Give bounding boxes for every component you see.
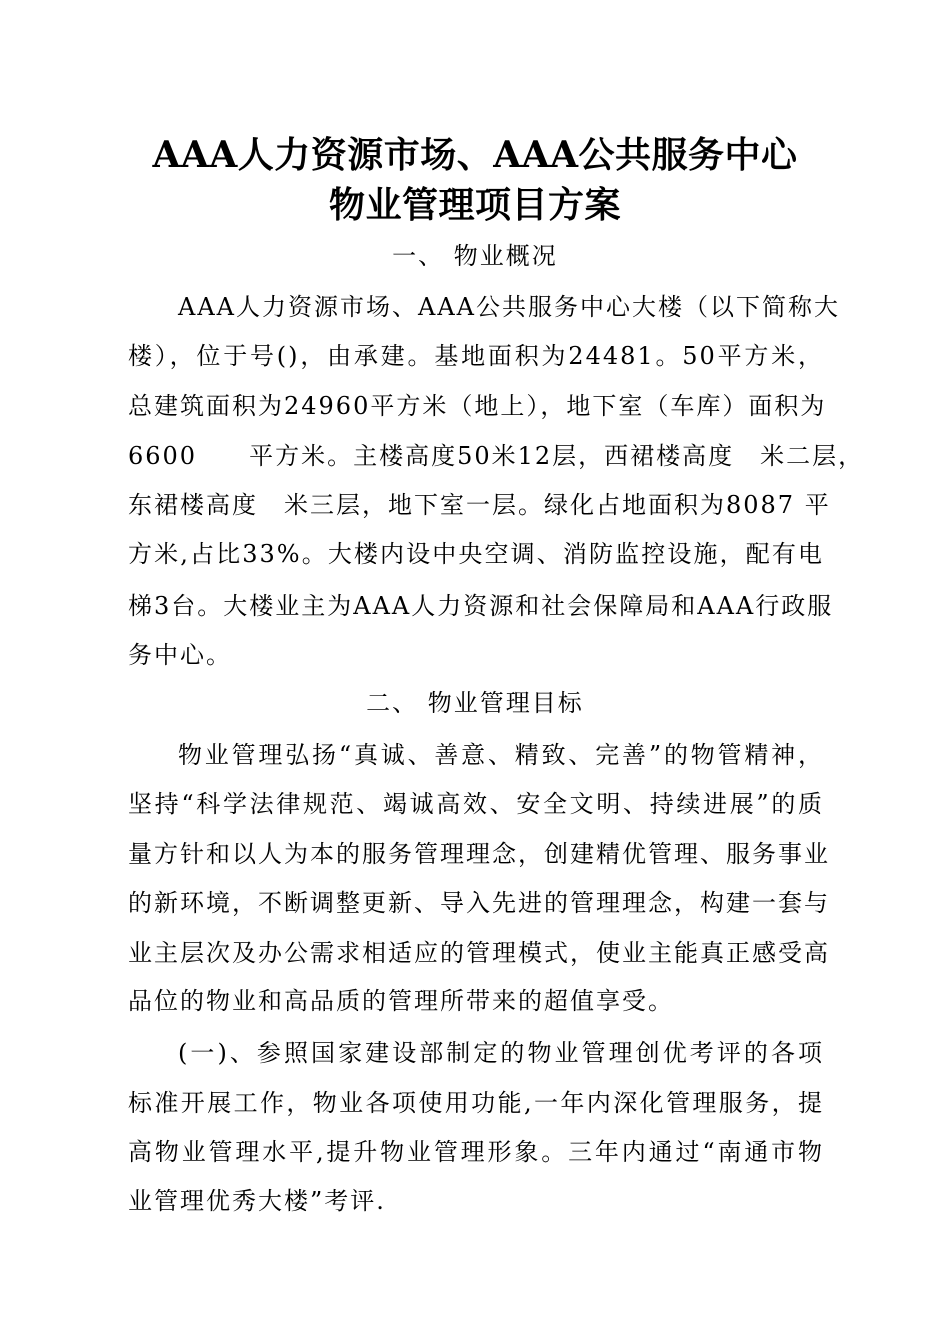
overview-paragraph-line: AAA人力资源市场、AAA公共服务中心大楼（以下简称大 (178, 293, 840, 321)
section-heading-management-goals: 二、 物业管理目标 (366, 689, 584, 717)
overview-paragraph-line: 梯3台。大楼业主为AAA人力资源和社会保障局和AAA行政服 (128, 592, 834, 620)
goals-paragraph-line: 业主层次及办公需求相适应的管理模式，使业主能真正感受高 (128, 939, 830, 967)
overview-paragraph-line: 楼），位于号()，由承建。基地面积为24481。50平方米， (128, 342, 824, 370)
standards-paragraph-line: 标准开展工作，物业各项使用功能,一年内深化管理服务，提 (128, 1089, 824, 1117)
goals-paragraph-line: 量方针和以人为本的服务管理理念，创建精优管理、服务事业 (128, 840, 830, 868)
goals-paragraph-line: 的新环境，不断调整更新、导入先进的管理理念，构建一套与 (128, 889, 830, 917)
goals-paragraph-line: 坚持“科学法律规范、竭诚高效、安全文明、持续进展”的质 (128, 790, 824, 818)
overview-paragraph-line: 务中心。 (128, 641, 232, 669)
goals-paragraph-line: 物业管理弘扬“真诚、善意、精致、完善”的物管精神， (178, 741, 824, 769)
overview-paragraph-line: 方米,占比33%。大楼内设中央空调、消防监控设施，配有电 (128, 540, 824, 568)
goals-paragraph-line: 品位的物业和高品质的管理所带来的超值享受。 (128, 987, 674, 1015)
standards-paragraph-line: 业管理优秀大楼”考评. (128, 1187, 386, 1215)
document-title-line-2: 物业管理项目方案 (328, 184, 621, 226)
overview-paragraph-line: 6600 平方米。主楼高度50米12层，西裙楼高度 米二层， (128, 442, 865, 470)
section-heading-property-overview: 一、 物业概况 (392, 242, 558, 270)
overview-paragraph-line: 总建筑面积为24960平方米（地上），地下室（车库）面积为 (128, 392, 827, 420)
standards-paragraph-line: (一)、参照国家建设部制定的物业管理创优考评的各项 (178, 1039, 824, 1067)
document-title-line-1: AAA人力资源市场、AAA公共服务中心 (152, 134, 798, 176)
standards-paragraph-line: 高物业管理水平,提升物业管理形象。三年内通过“南通市物 (128, 1138, 824, 1166)
overview-paragraph-line: 东裙楼高度 米三层，地下室一层。绿化占地面积为8087 平 (128, 491, 831, 519)
